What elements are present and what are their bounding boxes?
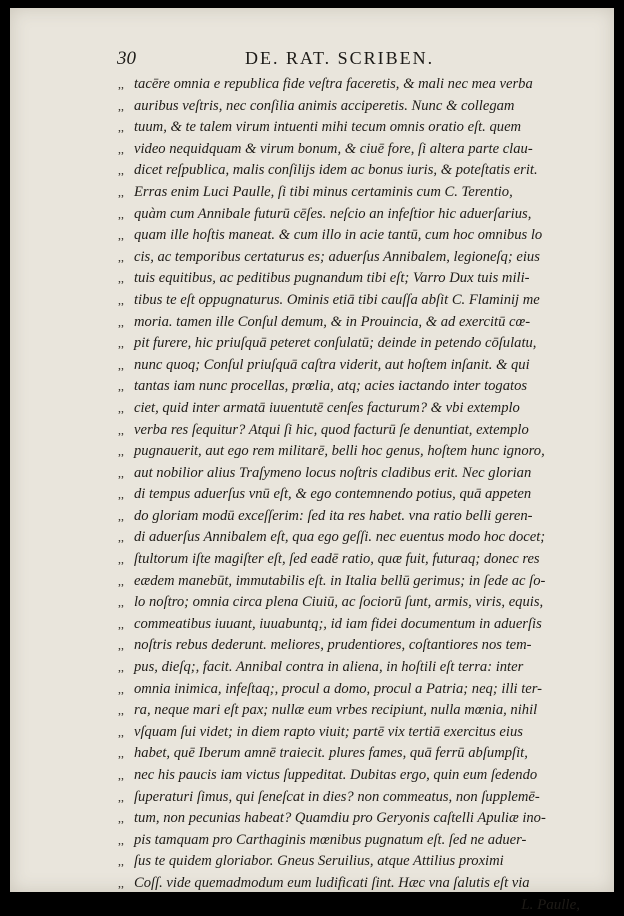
text-line [118, 290, 580, 312]
text-line [118, 830, 580, 852]
quotation-mark: ,, [118, 98, 124, 113]
line-text: pus, dieſq;, facit. Annibal contra in aliena, in hoſtili eſt terra: inter [134, 659, 524, 676]
quotation-mark: ,, [118, 875, 124, 890]
text-line [118, 160, 580, 182]
quotation-mark: ,, [118, 616, 124, 631]
quotation-mark: ,, [118, 854, 124, 869]
quotation-mark: ,, [118, 163, 124, 178]
line-text: cis, ac temporibus certaturus es; aduerſus Annibalem, legioneſq; eius [134, 248, 540, 265]
text-line [118, 182, 580, 204]
text-line [118, 355, 580, 377]
line-text: Erras enim Luci Paulle, ſi tibi minus certaminis cum C. Terentio, [134, 183, 513, 200]
line-text: tantas iam nunc procellas, prœlia, atq; acies iactando inter togatos [134, 378, 528, 395]
line-text: nec his paucis iam victus ſuppeditat. Dubitas ergo, quin eum ſedendo [134, 767, 538, 783]
quotation-mark: ,, [118, 141, 124, 156]
line-text: tacēre omnia e republica fide veſtra faceretis, & mali nec mea verba [134, 76, 533, 92]
text-line [118, 722, 580, 744]
quotation-mark: ,, [118, 184, 124, 199]
line-text: tuum, & te talem virum intuenti mihi tecum omnis oratio eſt. quem [134, 119, 522, 136]
line-text: lo noſtro; omnia circa plena Ciuiū, ac ſociorū ſunt, armis, viris, equis, [134, 594, 544, 611]
text-line [118, 139, 580, 161]
page-header [117, 48, 537, 74]
quotation-mark: ,, [118, 638, 124, 653]
text-line [118, 657, 580, 679]
quotation-mark: ,, [118, 357, 124, 372]
running-title: DE. RAT. SCRIBEN. [245, 48, 435, 68]
catchword: L. Paulle, [521, 896, 580, 913]
quotation-mark: ,, [118, 120, 124, 135]
line-text: moria. tamen ille Conſul demum, & in Prouincia, & ad exercitū cœ- [134, 313, 531, 330]
line-text: noſtris rebus dederunt. meliores, prudentiores, coſtantiores nos tem- [134, 637, 532, 654]
line-text: verba res ſequitur? Atqui ſi hic, quod facturū ſe denuntiat, extemplo [134, 421, 529, 438]
catchword-line [118, 895, 580, 916]
line-text: ſuperaturi ſimus, qui ſeneſcat in dies? non commeatus, non ſupplemē- [134, 788, 540, 805]
text-line [118, 851, 580, 873]
text-line [118, 614, 580, 636]
quotation-mark: ,, [118, 292, 124, 307]
line-text: do gloriam modū exceſſerim: ſed ita res habet. vna ratio belli geren- [134, 507, 533, 524]
line-text: nunc quoq; Conſul priuſquā caſtra viderit, aut hoſtem inſanit. & qui [134, 356, 530, 373]
quotation-mark: ,, [118, 789, 124, 804]
quotation-mark: ,, [118, 660, 124, 675]
line-text: commeatibus iuuant, iuuabuntq;, id iam fidei documentum in aduerſis [134, 615, 542, 632]
text-line [118, 333, 580, 355]
text-line [118, 96, 580, 118]
quotation-mark: ,, [118, 552, 124, 567]
quotation-mark: ,, [118, 400, 124, 415]
line-text: ciet, quid inter armatā iuuentutē cenſes facturum? & vbi extemplo [134, 399, 520, 416]
quotation-mark: ,, [118, 832, 124, 847]
body-text [118, 74, 580, 916]
quotation-mark: ,, [118, 336, 124, 351]
line-text: vſquam ſui videt; in diem rapto viuit; partē vix tertiā exercitus eius [134, 723, 523, 740]
quotation-mark: ,, [118, 811, 124, 826]
line-text: ſtultorum iſte magiſter eſt, ſed eadē ratio, quæ fuit, futuraq; donec res [134, 551, 540, 568]
text-line [118, 74, 580, 96]
quotation-mark: ,, [118, 573, 124, 588]
line-text: tum, non pecunias habeat? Quamdiu pro Geryonis caſtelli Apuliæ ino- [134, 810, 546, 827]
text-line [118, 743, 580, 765]
text-line [118, 592, 580, 614]
line-text: video nequidquam & virum bonum, & ciuē fore, ſi altera parte clau- [134, 140, 533, 157]
line-text: pugnauerit, aut ego rem militarē, belli hoc genus, hoſtem hunc ignoro, [134, 443, 545, 460]
line-text: ra, neque mari eſt pax; nullæ eum vrbes recipiunt, nulla mœnia, nihil [134, 702, 538, 719]
line-text: di aduerſus Annibalem eſt, qua ego geſſi. nec euentus modo hoc docet; [134, 529, 546, 546]
quotation-mark: ,, [118, 530, 124, 545]
quotation-mark: ,, [118, 271, 124, 286]
text-line [118, 679, 580, 701]
quotation-mark: ,, [118, 77, 124, 91]
line-text: quàm cum Annibale futurū cēſes. neſcio an infeſtior hic aduerſarius, [134, 205, 532, 222]
text-line [118, 247, 580, 269]
text-line [118, 527, 580, 549]
line-text: ſus te quidem gloriabor. Gneus Seruilius, atque Attilius proximi [134, 853, 504, 870]
text-line [118, 808, 580, 830]
quotation-mark: ,, [118, 379, 124, 394]
quotation-mark: ,, [118, 508, 124, 523]
text-line [118, 398, 580, 420]
line-text: tuis equitibus, ac peditibus pugnandum tibi eſt; Varro Dux tuis mili- [134, 270, 530, 287]
text-line [118, 571, 580, 593]
line-text: Coſſ. vide quemadmodum eum ludificati ſint. Hæc vna ſalutis eſt via [134, 874, 530, 891]
line-text: omnia inimica, infeſtaq;, procul a domo, procul a Patria; neq; illi ter- [134, 680, 543, 697]
line-text: di tempus aduerſus vnū eſt, & ego contemnendo potius, quā appeten [134, 486, 532, 503]
text-line [118, 506, 580, 528]
line-text: eædem manebūt, immutabilis eſt. in Italia bellū gerimus; in ſede ac ſo- [134, 572, 546, 589]
quotation-mark: ,, [118, 746, 124, 761]
quotation-mark: ,, [118, 314, 124, 329]
line-text: habet, quē Iberum amnē traiecit. plures fames, quā ferrū abſumpſit, [134, 745, 528, 762]
book-page [10, 8, 614, 913]
text-line [118, 268, 580, 290]
line-text: aut nobilior alius Traſymeno locus noſtris cladibus erit. Nec glorian [134, 464, 532, 481]
quotation-mark: ,, [118, 228, 124, 243]
line-text: tibus te eſt oppugnaturus. Ominis etiā tibi cauſſa abſit C. Flaminij me [134, 291, 540, 308]
text-line [118, 204, 580, 226]
text-line [118, 420, 580, 442]
quotation-mark: ,, [118, 249, 124, 264]
quotation-mark: ,, [118, 768, 124, 782]
text-line [118, 441, 580, 463]
text-line [118, 376, 580, 398]
text-line [118, 700, 580, 722]
quotation-mark: ,, [118, 487, 124, 502]
quotation-mark: ,, [118, 703, 124, 718]
line-text: pit furere, hic priuſquā peteret conſulatū; deinde in petendo cōſulatu, [134, 335, 537, 352]
text-line [118, 484, 580, 506]
line-text: auribus veſtris, nec conſilia animis acciperetis. Nunc & collegam [134, 97, 515, 114]
page-number: 30 [117, 48, 136, 69]
quotation-mark: ,, [118, 681, 124, 696]
quotation-mark: ,, [118, 595, 124, 610]
quotation-mark: ,, [118, 465, 124, 480]
text-line [118, 787, 580, 809]
text-line [118, 117, 580, 139]
quotation-mark: ,, [118, 444, 124, 459]
quotation-mark: ,, [118, 422, 124, 437]
text-line [118, 549, 580, 571]
text-line [118, 463, 580, 485]
text-line [118, 873, 580, 895]
text-line [118, 312, 580, 334]
quotation-mark: ,, [118, 206, 124, 221]
line-text: dicet reſpublica, malis conſilijs idem ac bonus iuris, & poteſtatis erit. [134, 162, 538, 179]
text-line [118, 225, 580, 247]
text-line [118, 765, 580, 787]
line-text: quam ille hoſtis maneat. & cum illo in acie tantū, cum hoc omnibus lo [134, 227, 543, 244]
text-line [118, 635, 580, 657]
quotation-mark: ,, [118, 724, 124, 739]
line-text: pis tamquam pro Carthaginis mœnibus pugnatum eſt. ſed ne aduer- [134, 831, 527, 848]
